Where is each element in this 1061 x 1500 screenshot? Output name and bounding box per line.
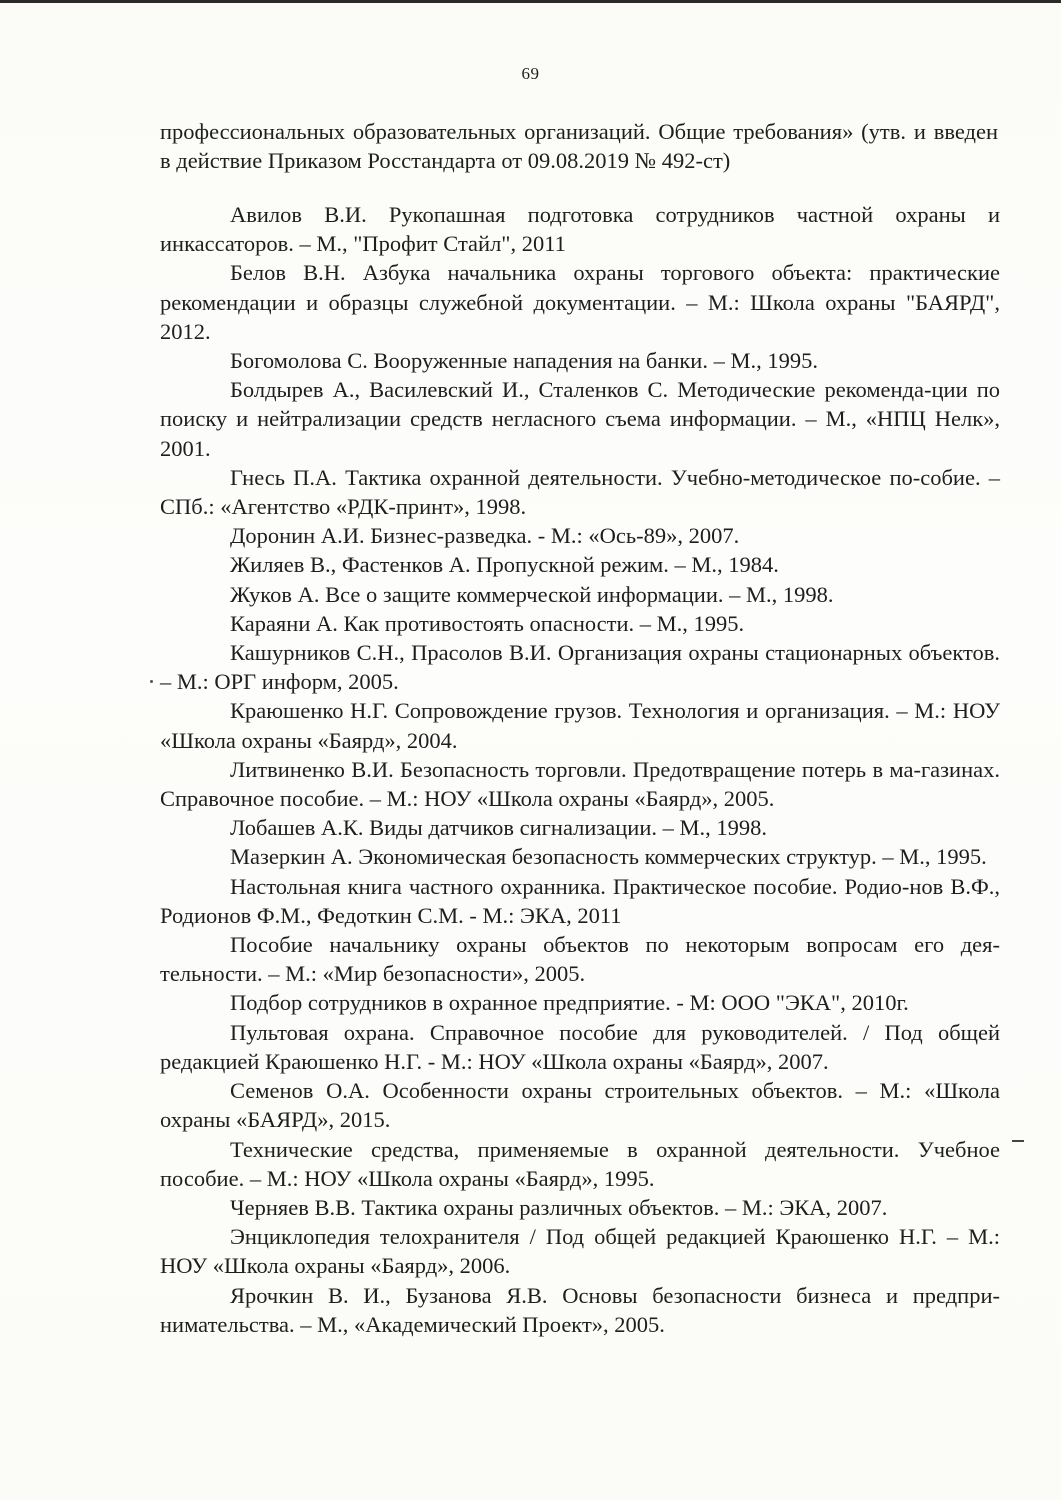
bibliography-entry: Доронин А.И. Бизнес-разведка. - М.: «Ось-89», 2007. <box>230 523 740 549</box>
bibliography-entry: Жуков А. Все о защите коммерческой информации. – М., 1998. <box>230 581 834 607</box>
bibliography-entry: Караяни А. Как противостоять опасности. – М., 1995. <box>230 610 745 636</box>
bibliography-entry: Лобашев А.К. Виды датчиков сигнализации. – М., 1998. <box>230 815 768 841</box>
bibliography-entry: Белов В.Н. Азбука начальника охраны торгового объекта: практические рекомендации и образцы служебной документации. – М.: Школа охраны "БАЯРД", 2012. <box>160 260 1000 344</box>
scan-speck <box>150 680 153 683</box>
bibliography-entry: Черняев В.В. Тактика охраны различных объектов. – М.: ЭКА, 2007. <box>230 1194 888 1220</box>
bibliography-list <box>160 200 1000 1339</box>
bibliography-entry: Ярочкин В. И., Бузанова Я.В. Основы безопасности бизнеса и предпри-нимательства. – М., «Академический Проект», 2005. <box>160 1282 1000 1337</box>
bibliography-entry: Жиляев В., Фастенков А. Пропускной режим. – М., 1984. <box>230 552 779 578</box>
bibliography-entry: Энциклопедия телохранителя / Под общей редакцией Краюшенко Н.Г. – М.: НОУ «Школа охраны «Баярд», 2006. <box>160 1224 1000 1279</box>
bibliography-entry: Пособие начальнику охраны объектов по некоторым вопросам его дея-тельности. – М.: «Мир безопасности», 2005. <box>160 932 1000 987</box>
bibliography-entry: Кашурников С.Н., Прасолов В.И. Организация охраны стационарных объектов. – М.: ОРГ информ, 2005. <box>160 640 1000 695</box>
page-number: 69 <box>521 64 540 83</box>
bibliography-entry: Мазеркин А. Экономическая безопасность коммерческих структур. – М., 1995. <box>230 844 987 870</box>
bibliography-entry: Гнесь П.А. Тактика охранной деятельности. Учебно-методическое по-собие. – СПб.: «Агентство «РДК-принт», 1998. <box>160 464 1000 520</box>
bibliography-entry: Настольная книга частного охранника. Практическое пособие. Родио-нов В.Ф., Родионов Ф.М., Федоткин С.М. - М.: ЭКА, 2011 <box>160 873 1000 928</box>
bibliography-entry: Подбор сотрудников в охранное предприятие. - М: ООО "ЭКА", 2010г. <box>230 990 909 1016</box>
bibliography-entry: Пультовая охрана. Справочное пособие для руководителей. / Под общей редакцией Краюшенко Н.Г. - М.: НОУ «Школа охраны «Баярд», 2007. <box>160 1019 1000 1074</box>
bibliography-entry: Семенов О.А. Особенности охраны строительных объектов. – М.: «Школа охраны «БАЯРД», 2015. <box>160 1078 1000 1133</box>
bibliography-entry: Технические средства, применяемые в охранной деятельности. Учебное пособие. – М.: НОУ «Школа охраны «Баярд», 1995. <box>160 1136 1000 1191</box>
scan-mark <box>1012 1140 1024 1142</box>
bibliography-entry: Литвиненко В.И. Безопасность торговли. Предотвращение потерь в ма-газинах. Справочное пособие. – М.: НОУ «Школа охраны «Баярд», 2005. <box>160 756 1000 812</box>
continuation-paragraph: профессиональных образовательных организаций. Общие требования» (утв. и введен в действие Приказом Росстандарта от 09.08.2019 № 492-ст) <box>160 119 998 173</box>
bibliography-entry: Краюшенко Н.Г. Сопровождение грузов. Технология и организация. – М.: НОУ «Школа охраны «Баярд», 2004. <box>160 698 1000 753</box>
bibliography-entry: Болдырев А., Василевский И., Сталенков С. Методические рекоменда-ции по поиску и нейтрализации средств негласного съема информации. – М., «НПЦ Нелк», 2001. <box>160 377 1000 461</box>
bibliography-entry: Авилов В.И. Рукопашная подготовка сотрудников частной охраны и инкассаторов. – М., "Профит Стайл", 2011 <box>160 202 1000 257</box>
scan-edge <box>0 0 1061 3</box>
bibliography-entry: Богомолова С. Вооруженные нападения на банки. – М., 1995. <box>230 348 818 374</box>
